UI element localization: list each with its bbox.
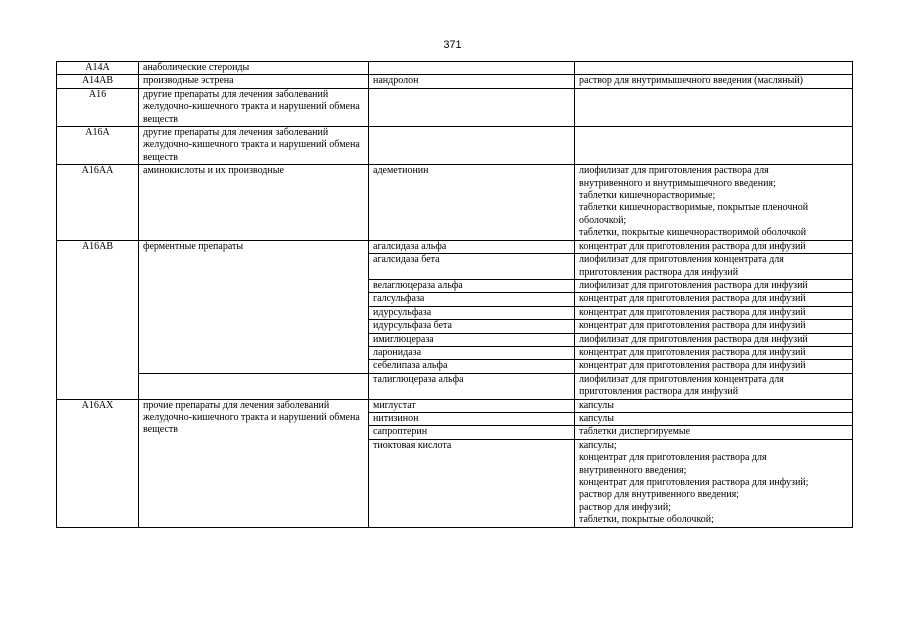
group-name: другие препараты для лечения заболеваний желудочно-кишечного тракта и нарушений обмена веществ xyxy=(139,88,369,126)
dosage-form-line: раствор для инфузий; xyxy=(579,501,671,513)
table-row xyxy=(57,399,853,412)
dosage-form: капсулы xyxy=(575,412,853,425)
atc-code: А16 xyxy=(57,88,139,126)
table-row xyxy=(57,75,853,88)
dosage-form: раствор для внутримышечного введения (масляный) xyxy=(575,75,853,88)
dosage-form: концентрат для приготовления раствора для инфузий xyxy=(575,293,853,306)
dosage-form-line: таблетки, покрытые оболочкой; xyxy=(579,514,714,526)
dosage-form-line: внутривенного и внутримышечного введения; xyxy=(579,177,776,189)
dosage-form: лиофилизат для приготовления раствора для инфузий xyxy=(575,333,853,346)
dosage-form: концентрат для приготовления раствора для инфузий xyxy=(575,240,853,253)
atc-code: А16АВ xyxy=(57,240,139,399)
group-name: анаболические стероиды xyxy=(139,62,369,75)
drug-name: нандролон xyxy=(369,75,575,88)
table-row xyxy=(57,165,853,240)
dosage-form-line: таблетки, покрытые кишечнорастворимой оболочкой xyxy=(579,227,807,239)
dosage-form: лиофилизат для приготовления концентрата для приготовления раствора для инфузий xyxy=(575,254,853,280)
dosage-form-line: раствор для внутривенного введения; xyxy=(579,489,739,501)
drug-name: нитизинон xyxy=(369,412,575,425)
drug-name: агалсидаза альфа xyxy=(369,240,575,253)
drug-name: идурсульфаза xyxy=(369,306,575,319)
drug-name: агалсидаза бета xyxy=(369,254,575,280)
table-row xyxy=(57,127,853,165)
group-name: аминокислоты и их производные xyxy=(139,165,369,240)
dosage-form xyxy=(575,439,853,527)
drug-name: ларонидаза xyxy=(369,346,575,359)
dosage-form: концентрат для приготовления раствора для инфузий xyxy=(575,306,853,319)
drug-table xyxy=(56,61,853,528)
table-row xyxy=(57,62,853,75)
group-name: прочие препараты для лечения заболеваний желудочно-кишечного тракта и нарушений обмена веществ xyxy=(139,399,369,527)
drug-name: сапроптерин xyxy=(369,426,575,439)
dosage-form: капсулы xyxy=(575,399,853,412)
dosage-form: лиофилизат для приготовления концентрата для приготовления раствора для инфузий xyxy=(575,373,853,399)
drug-name: имиглюцераза xyxy=(369,333,575,346)
group-name: производные эстрена xyxy=(139,75,369,88)
dosage-form: концентрат для приготовления раствора для инфузий xyxy=(575,360,853,373)
atc-code: А16А xyxy=(57,127,139,165)
dosage-form-line: концентрат для приготовления раствора для инфузий; xyxy=(579,477,809,488)
drug-name: талиглюцераза альфа xyxy=(369,373,575,399)
drug-name: велаглюцераза альфа xyxy=(369,279,575,292)
dosage-form-line: капсулы; xyxy=(579,439,617,451)
atc-code: А14АВ xyxy=(57,75,139,88)
dosage-form: концентрат для приготовления раствора для инфузий xyxy=(575,320,853,333)
dosage-form: таблетки диспергируемые xyxy=(575,426,853,439)
dosage-form: лиофилизат для приготовления раствора для инфузий xyxy=(575,279,853,292)
group-name: другие препараты для лечения заболеваний желудочно-кишечного тракта и нарушений обмена веществ xyxy=(139,127,369,165)
dosage-form: концентрат для приготовления раствора для инфузий xyxy=(575,346,853,359)
atc-code: А16АА xyxy=(57,165,139,240)
dosage-form-line: лиофилизат для приготовления раствора для xyxy=(579,165,769,177)
drug-name: галсульфаза xyxy=(369,293,575,306)
atc-code: А16АХ xyxy=(57,399,139,527)
table-row xyxy=(57,240,853,253)
drug-name: идурсульфаза бета xyxy=(369,320,575,333)
group-name: ферментные препараты xyxy=(139,240,369,373)
table-row xyxy=(57,88,853,126)
drug-name: тиоктовая кислота xyxy=(369,439,575,527)
drug-name: миглустат xyxy=(369,399,575,412)
drug-name: себелипаза альфа xyxy=(369,360,575,373)
table-row xyxy=(57,373,853,399)
dosage-form-line: внутривенного введения; xyxy=(579,464,687,476)
dosage-form xyxy=(575,165,853,240)
drug-name: адеметионин xyxy=(369,165,575,240)
dosage-form-line: таблетки кишечнорастворимые; xyxy=(579,190,716,202)
page-number: 371 xyxy=(443,39,462,51)
dosage-form-line: таблетки кишечнорастворимые, покрытые пленочной xyxy=(579,202,809,214)
dosage-form-line: оболочкой; xyxy=(579,214,627,226)
dosage-form-line: концентрат для приготовления раствора для xyxy=(579,452,767,464)
atc-code: А14А xyxy=(57,62,139,75)
